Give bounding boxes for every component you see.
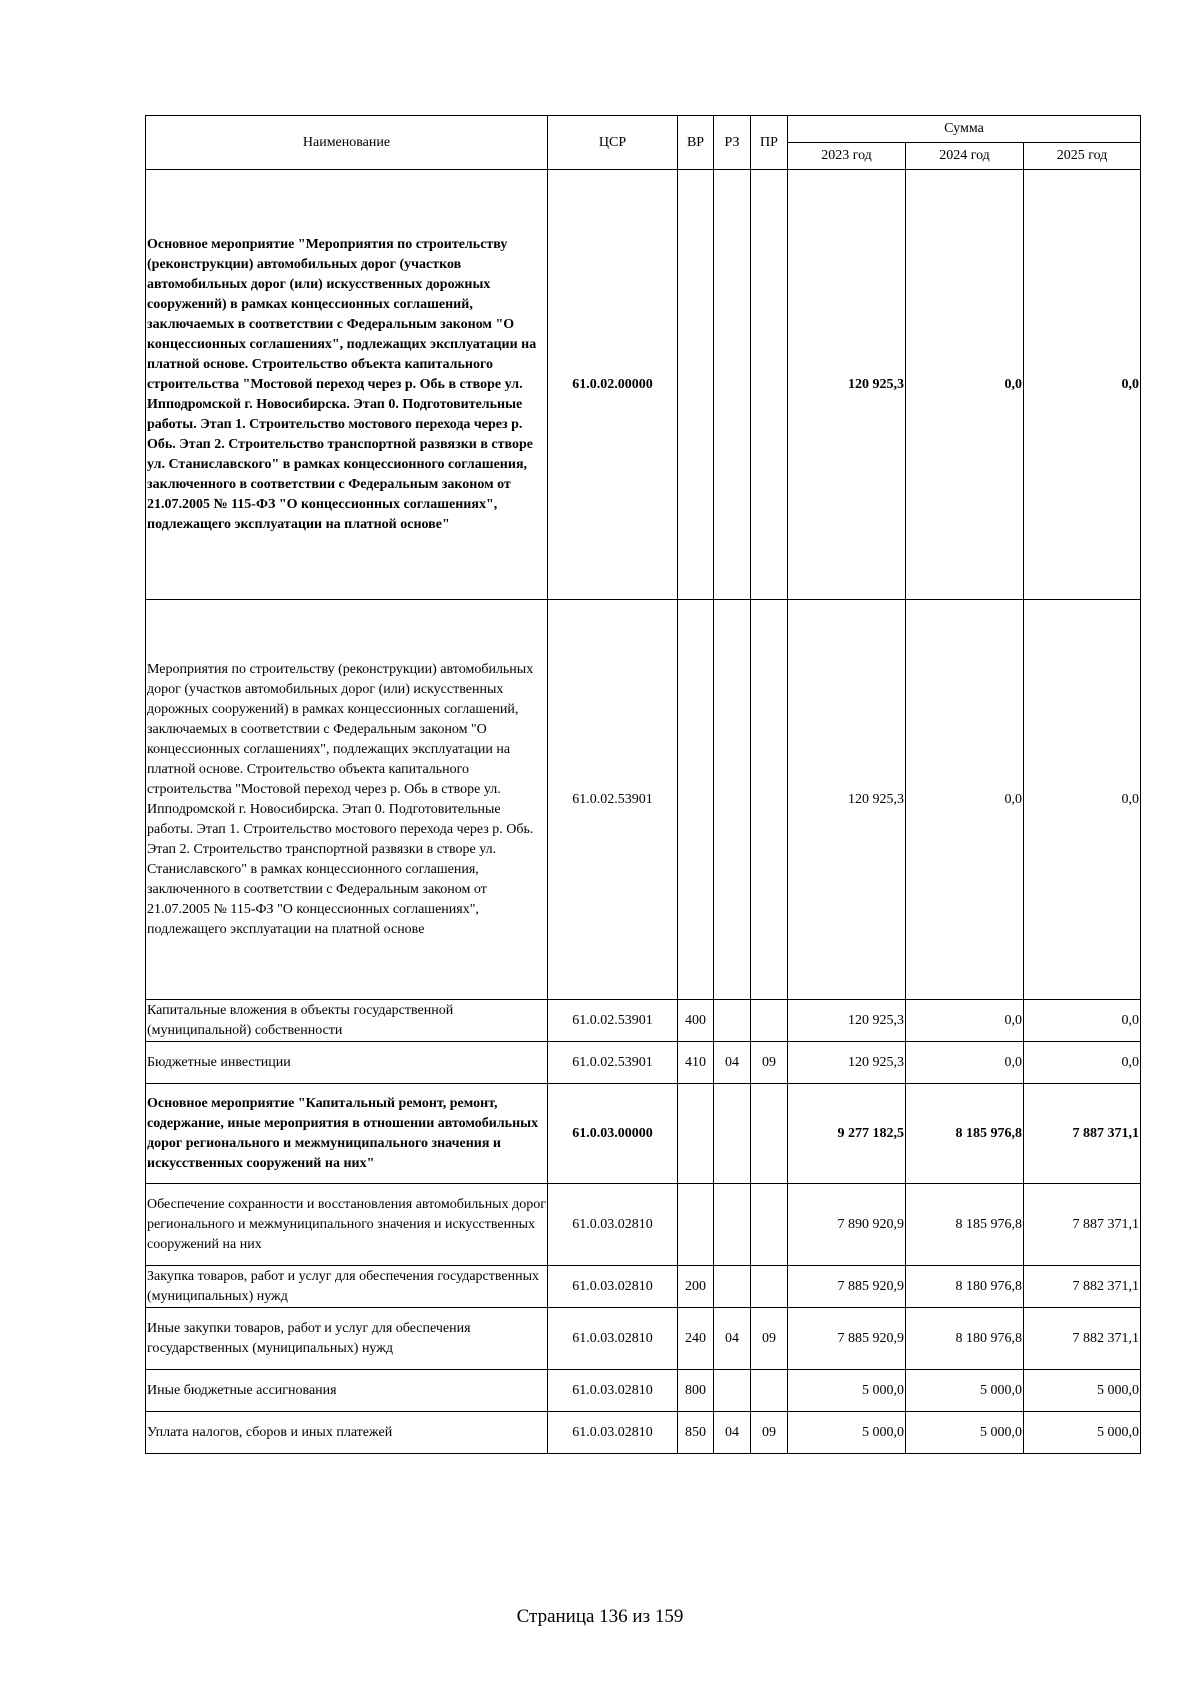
row-rz [714, 1084, 751, 1184]
table-row [146, 170, 1141, 600]
row-pr: 09 [751, 1042, 788, 1084]
row-rz [714, 170, 751, 600]
row-sum-2024: 0,0 [906, 1000, 1024, 1042]
row-sum-2025: 0,0 [1024, 1042, 1141, 1084]
row-sum-2023: 120 925,3 [788, 1000, 906, 1042]
row-csr: 61.0.03.02810 [548, 1412, 678, 1454]
header-csr: ЦСР [548, 116, 678, 170]
row-sum-2023: 9 277 182,5 [788, 1084, 906, 1184]
row-csr: 61.0.03.02810 [548, 1266, 678, 1308]
budget-table [145, 115, 1141, 1454]
row-pr [751, 1266, 788, 1308]
row-rz [714, 1184, 751, 1266]
row-sum-2025: 0,0 [1024, 600, 1141, 1000]
header-name: Наименование [146, 116, 548, 170]
row-vr: 400 [678, 1000, 714, 1042]
row-pr: 09 [751, 1308, 788, 1370]
row-sum-2023: 5 000,0 [788, 1370, 906, 1412]
row-rz [714, 600, 751, 1000]
row-csr: 61.0.03.00000 [548, 1084, 678, 1184]
row-rz [714, 1266, 751, 1308]
row-name: Закупка товаров, работ и услуг для обеспечения государственных (муниципальных) нужд [146, 1266, 548, 1308]
header-year-2023: 2023 год [788, 143, 906, 170]
row-name: Капитальные вложения в объекты государственной (муниципальной) собственности [146, 1000, 548, 1042]
row-rz [714, 1000, 751, 1042]
row-rz: 04 [714, 1308, 751, 1370]
table-row [146, 1084, 1141, 1184]
row-sum-2025: 7 882 371,1 [1024, 1308, 1141, 1370]
row-sum-2025: 5 000,0 [1024, 1370, 1141, 1412]
row-vr: 800 [678, 1370, 714, 1412]
row-sum-2023: 5 000,0 [788, 1412, 906, 1454]
row-sum-2023: 120 925,3 [788, 170, 906, 600]
table-row [146, 600, 1141, 1000]
table-row [146, 1184, 1141, 1266]
row-csr: 61.0.02.53901 [548, 1042, 678, 1084]
row-sum-2024: 8 180 976,8 [906, 1308, 1024, 1370]
row-name: Обеспечение сохранности и восстановления автомобильных дорог регионального и межмуниципального значения и искусственных сооружений на них [146, 1184, 548, 1266]
table-row [146, 1266, 1141, 1308]
row-sum-2025: 0,0 [1024, 1000, 1141, 1042]
row-sum-2024: 0,0 [906, 170, 1024, 600]
row-sum-2023: 120 925,3 [788, 600, 906, 1000]
header-sum: Сумма [788, 116, 1141, 143]
row-sum-2024: 8 185 976,8 [906, 1084, 1024, 1184]
table-row [146, 1308, 1141, 1370]
row-pr [751, 1000, 788, 1042]
header-year-2024: 2024 год [906, 143, 1024, 170]
row-sum-2023: 7 885 920,9 [788, 1308, 906, 1370]
header-pr: ПР [751, 116, 788, 170]
header-vr: ВР [678, 116, 714, 170]
row-vr [678, 1084, 714, 1184]
row-vr: 410 [678, 1042, 714, 1084]
row-rz [714, 1370, 751, 1412]
row-pr [751, 1370, 788, 1412]
table-row [146, 1370, 1141, 1412]
row-pr [751, 600, 788, 1000]
row-sum-2024: 5 000,0 [906, 1370, 1024, 1412]
row-vr [678, 170, 714, 600]
row-sum-2024: 0,0 [906, 600, 1024, 1000]
row-rz: 04 [714, 1042, 751, 1084]
table-row [146, 1000, 1141, 1042]
row-name: Основное мероприятие "Капитальный ремонт, ремонт, содержание, иные мероприятия в отношении автомобильных дорог регионального и межмуниципального значения и искусственных сооружений на них" [146, 1084, 548, 1184]
row-sum-2023: 120 925,3 [788, 1042, 906, 1084]
header-year-2025: 2025 год [1024, 143, 1141, 170]
row-name: Бюджетные инвестиции [146, 1042, 548, 1084]
row-name: Мероприятия по строительству (реконструкции) автомобильных дорог (участков автомобильных дорог (или) искусственных дорожных сооружений) в рамках концессионных соглашений, заключаемых в соответствии с Федеральным законом "О концессионных соглашениях", подлежащих эксплуатации на платной основе. Строительство объекта капитального строительства "Мостовой переход через р. Обь в створе ул. Ипподромской г. Новосибирска. Этап 0. Подготовительные работы. Этап 1. Строительство мостового перехода через р. Обь. Этап 2. Строительство транспортной развязки в створе ул. Станиславского" в рамках концессионного соглашения, заключенного в соответствии с Федеральным законом от 21.07.2005 № 115-ФЗ "О концессионных соглашениях", подлежащего эксплуатации на платной основе [146, 600, 548, 1000]
table-row [146, 1412, 1141, 1454]
row-sum-2023: 7 885 920,9 [788, 1266, 906, 1308]
row-sum-2025: 0,0 [1024, 170, 1141, 600]
row-pr [751, 170, 788, 600]
header-row-top [146, 116, 1141, 143]
row-vr [678, 600, 714, 1000]
row-sum-2025: 7 887 371,1 [1024, 1184, 1141, 1266]
row-vr: 200 [678, 1266, 714, 1308]
row-name: Иные бюджетные ассигнования [146, 1370, 548, 1412]
header-rz: РЗ [714, 116, 751, 170]
row-csr: 61.0.03.02810 [548, 1370, 678, 1412]
row-rz: 04 [714, 1412, 751, 1454]
row-sum-2025: 7 887 371,1 [1024, 1084, 1141, 1184]
row-csr: 61.0.02.53901 [548, 1000, 678, 1042]
row-vr: 240 [678, 1308, 714, 1370]
table-row [146, 1042, 1141, 1084]
row-pr [751, 1084, 788, 1184]
row-pr [751, 1184, 788, 1266]
row-sum-2024: 0,0 [906, 1042, 1024, 1084]
row-sum-2025: 5 000,0 [1024, 1412, 1141, 1454]
row-csr: 61.0.02.53901 [548, 600, 678, 1000]
row-vr: 850 [678, 1412, 714, 1454]
row-name: Иные закупки товаров, работ и услуг для обеспечения государственных (муниципальных) нужд [146, 1308, 548, 1370]
row-vr [678, 1184, 714, 1266]
row-sum-2024: 8 185 976,8 [906, 1184, 1024, 1266]
row-pr: 09 [751, 1412, 788, 1454]
row-sum-2024: 5 000,0 [906, 1412, 1024, 1454]
page-number: Страница 136 из 159 [516, 1606, 684, 1627]
row-name: Уплата налогов, сборов и иных платежей [146, 1412, 548, 1454]
row-sum-2025: 7 882 371,1 [1024, 1266, 1141, 1308]
row-csr: 61.0.02.00000 [548, 170, 678, 600]
row-csr: 61.0.03.02810 [548, 1308, 678, 1370]
row-name: Основное мероприятие "Мероприятия по строительству (реконструкции) автомобильных дорог (участков автомобильных дорог (или) искусственных дорожных сооружений) в рамках концессионных соглашений, заключаемых в соответствии с Федеральным законом "О концессионных соглашениях", подлежащих эксплуатации на платной основе. Строительство объекта капитального строительства "Мостовой переход через р. Обь в створе ул. Ипподромской г. Новосибирска. Этап 0. Подготовительные работы. Этап 1. Строительство мостового перехода через р. Обь. Этап 2. Строительство транспортной развязки в створе ул. Станиславского" в рамках концессионного соглашения, заключенного в соответствии с Федеральным законом от 21.07.2005 № 115-ФЗ "О концессионных соглашениях", подлежащего эксплуатации на платной основе" [146, 170, 548, 600]
row-csr: 61.0.03.02810 [548, 1184, 678, 1266]
row-sum-2023: 7 890 920,9 [788, 1184, 906, 1266]
row-sum-2024: 8 180 976,8 [906, 1266, 1024, 1308]
